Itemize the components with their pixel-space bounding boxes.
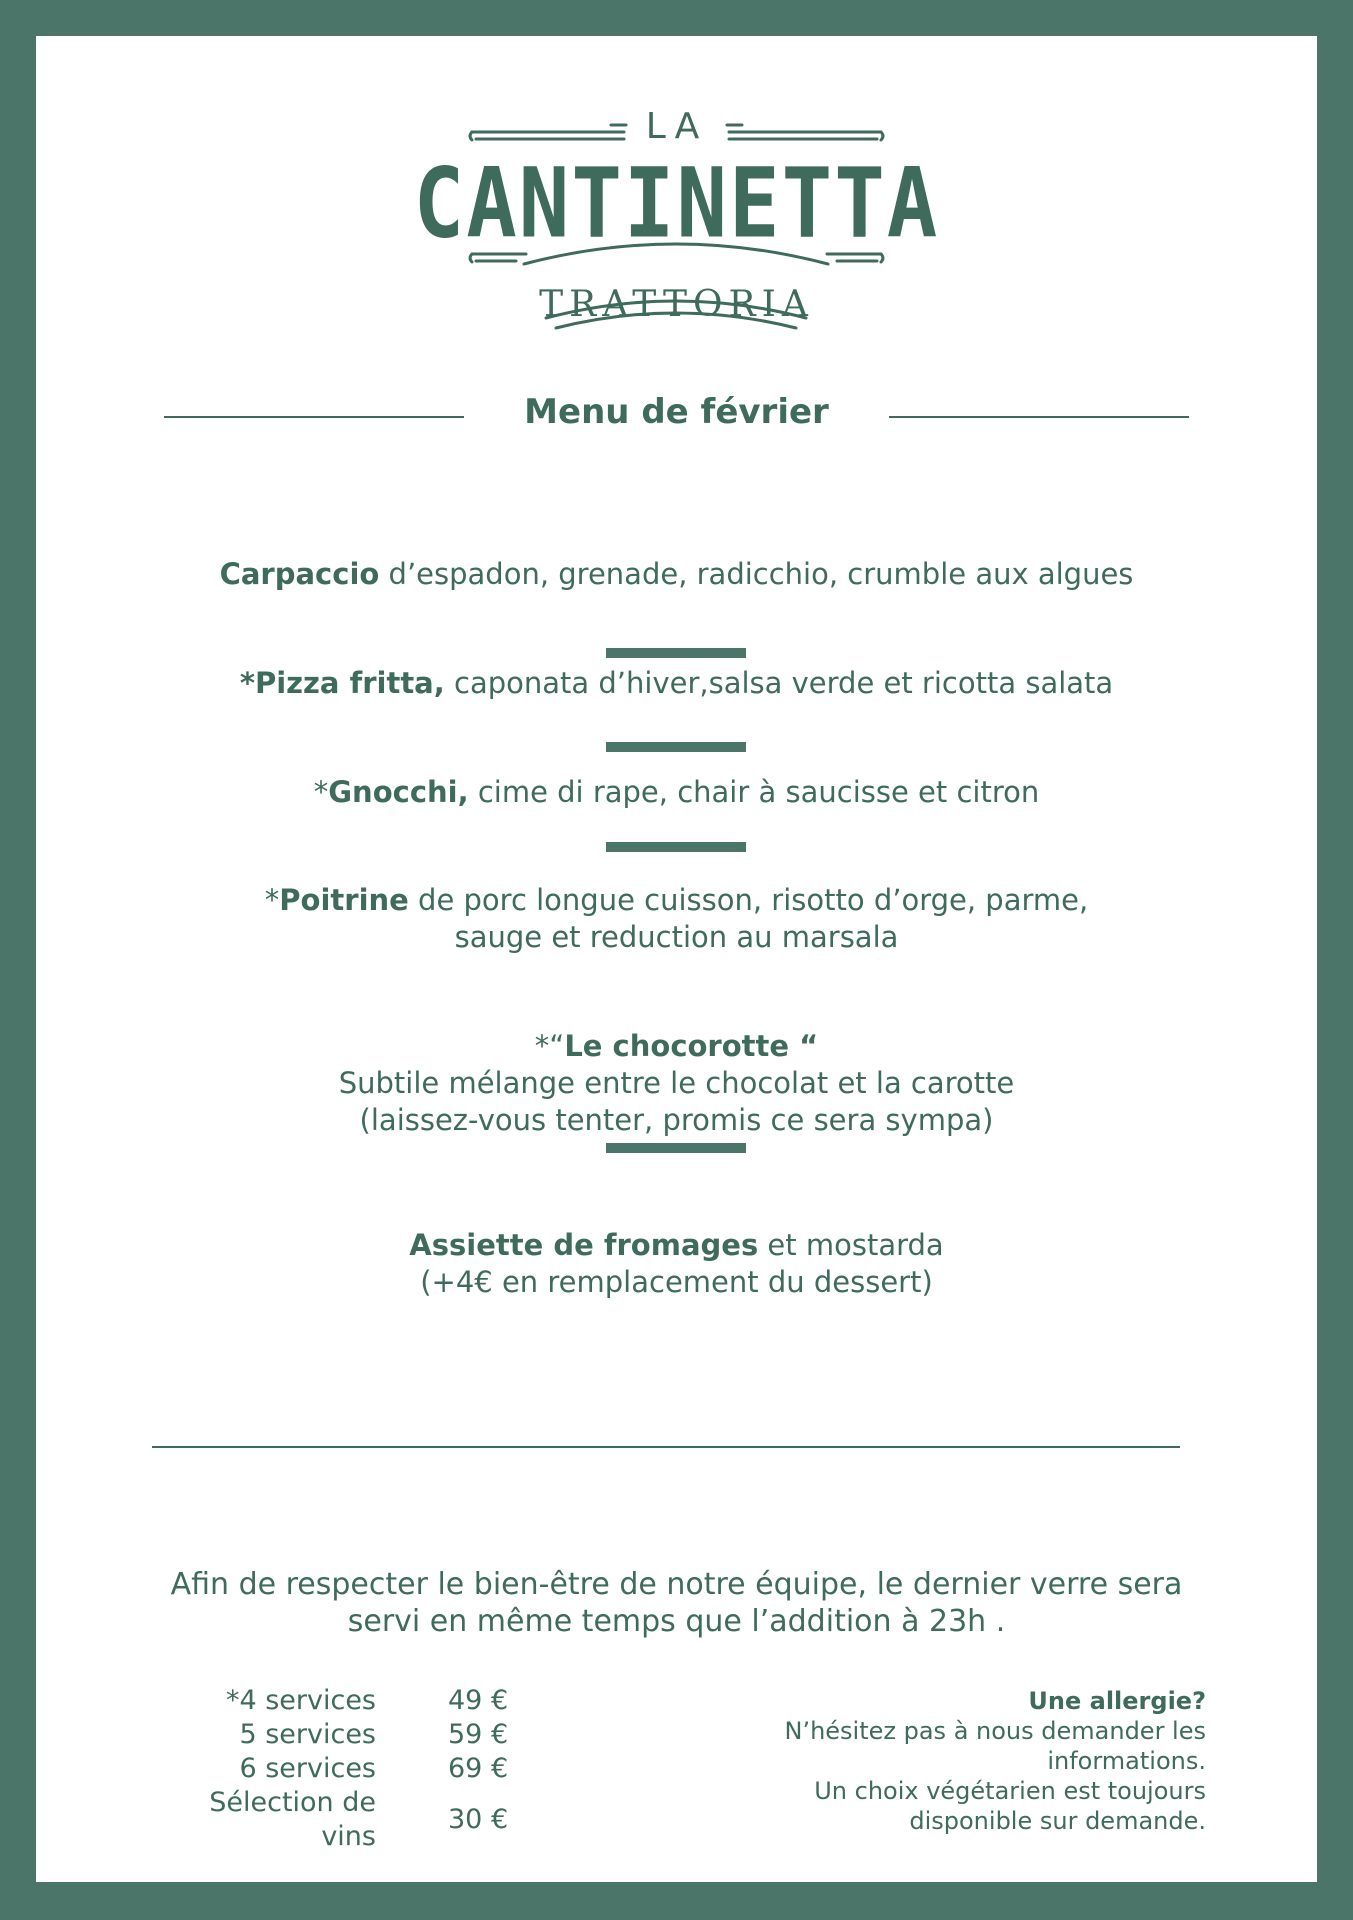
dish-name: Assiette de fromages xyxy=(409,1228,759,1262)
menu-page xyxy=(36,36,1317,1882)
dish-fromages xyxy=(76,1227,1277,1301)
price-label: 5 services xyxy=(239,1719,376,1750)
title-rule-right xyxy=(889,416,1189,418)
logo-la: LA xyxy=(645,106,708,147)
dish-gnocchi xyxy=(76,774,1277,811)
price-value: 69 € xyxy=(448,1753,509,1784)
dish-poitrine xyxy=(76,882,1277,956)
price-label: 6 services xyxy=(239,1753,376,1784)
dish-pizza-fritta xyxy=(76,665,1277,702)
dish-description: cime di rape, chair à saucisse et citron xyxy=(468,775,1040,809)
allergy-title: Une allergie? xyxy=(1028,1687,1206,1715)
dish-carpaccio xyxy=(76,556,1277,593)
dish-description: caponata d’hiver,salsa verde et ricotta salata xyxy=(444,666,1114,700)
price-row xyxy=(156,1718,508,1752)
dish-name: Gnocchi, xyxy=(328,775,469,809)
closing-notice xyxy=(96,1566,1257,1640)
dish-description-line2: sauge et reduction au marsala xyxy=(454,920,899,954)
notice-line2: servi en même temps que l’addition à 23h . xyxy=(347,1604,1006,1639)
dish-description-line3: (laissez-vous tenter, promis ce sera sympa) xyxy=(359,1103,994,1137)
price-row xyxy=(156,1684,508,1718)
price-list xyxy=(156,1684,508,1854)
allergy-line2: informations. xyxy=(1047,1747,1206,1775)
logo-cantinetta: CANTINETTA xyxy=(413,146,940,260)
dish-separator xyxy=(606,742,746,752)
vegetarian-line2: disponible sur demande. xyxy=(909,1807,1206,1835)
dish-separator xyxy=(606,1143,746,1153)
dish-name: *Pizza fritta, xyxy=(239,666,445,700)
dish-prefix: * xyxy=(313,775,329,809)
dish-description: d’espadon, grenade, radicchio, crumble aux algues xyxy=(379,557,1134,591)
dish-name: Carpaccio xyxy=(219,557,380,591)
dish-chocorotte xyxy=(76,1028,1277,1139)
price-row xyxy=(156,1752,508,1786)
notice-line1: Afin de respecter le bien-être de notre équipe, le dernier verre sera xyxy=(170,1567,1183,1602)
menu-title: Menu de février xyxy=(524,392,829,432)
dish-name: Le chocorotte “ xyxy=(564,1029,819,1063)
allergy-info xyxy=(736,1686,1206,1836)
price-label: *4 services xyxy=(225,1685,376,1716)
price-value: 30 € xyxy=(448,1804,509,1835)
dish-name: Poitrine xyxy=(279,883,409,917)
vegetarian-line1: Un choix végétarien est toujours xyxy=(814,1777,1206,1805)
logo xyxy=(36,36,1317,366)
dish-description: de porc longue cuisson, risotto d’orge, parme, xyxy=(408,883,1089,917)
dish-description-line2: Subtile mélange entre le chocolat et la carotte xyxy=(338,1066,1015,1100)
logo-trattoria: TRATTORIA xyxy=(539,284,814,325)
dish-prefix: *“ xyxy=(534,1029,565,1063)
dish-description-line2: (+4€ en remplacement du dessert) xyxy=(420,1265,933,1299)
dish-prefix: * xyxy=(264,883,280,917)
dish-separator xyxy=(606,842,746,852)
price-label: Sélection de vins xyxy=(209,1787,376,1852)
allergy-line1: N’hésitez pas à nous demander les xyxy=(784,1717,1206,1745)
price-value: 59 € xyxy=(448,1719,509,1750)
dish-description: et mostarda xyxy=(758,1228,944,1262)
dish-separator xyxy=(606,648,746,658)
price-value: 49 € xyxy=(448,1685,509,1716)
bottom-rule xyxy=(152,1446,1180,1448)
price-row xyxy=(156,1786,508,1854)
